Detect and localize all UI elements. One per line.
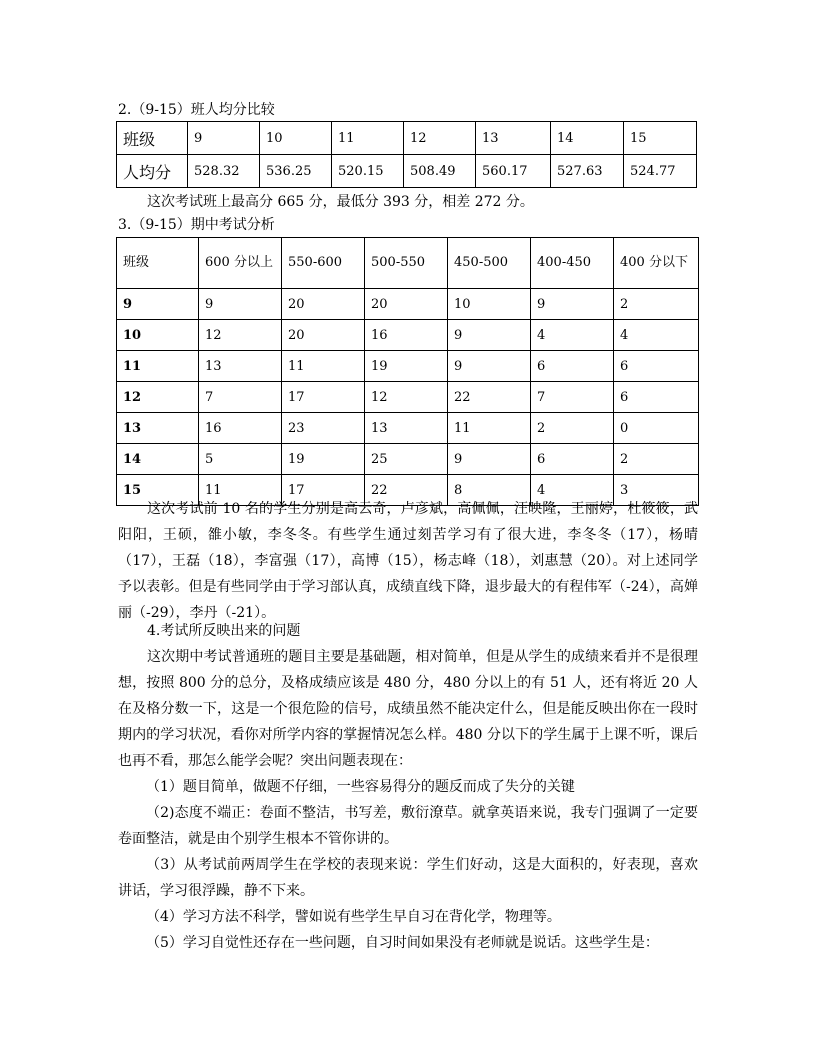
- table-row: [117, 413, 699, 444]
- section4-block: [118, 618, 698, 956]
- class-cell: 10: [260, 122, 332, 155]
- count-cell: 22: [448, 382, 531, 413]
- class-cell: 15: [624, 122, 697, 155]
- count-cell: 17: [282, 382, 365, 413]
- header-cell: 550-600: [282, 238, 365, 289]
- problem-item: （2)态度不端正：卷面不整洁，书写差，敷衍潦草。就拿英语来说，我专门强调了一定要卷面整洁，就是由个别学生根本不管你讲的。: [118, 805, 698, 847]
- class-cell: 14: [551, 122, 624, 155]
- count-cell: 12: [199, 320, 282, 351]
- class-cell: 15: [117, 475, 199, 506]
- problem-item: （4）学习方法不科学，譬如说有些学生早自习在背化学，物理等。: [146, 909, 561, 925]
- table-row: [117, 289, 699, 320]
- count-cell: 22: [365, 475, 448, 506]
- count-cell: 2: [614, 444, 699, 475]
- count-cell: 17: [282, 475, 365, 506]
- average-cell: 527.63: [551, 155, 624, 188]
- section2-title: 2.（9-15）班人均分比较: [118, 102, 275, 118]
- header-cell: 班级: [117, 238, 199, 289]
- header-cell: 450-500: [448, 238, 531, 289]
- class-cell: 14: [117, 444, 199, 475]
- count-cell: 5: [199, 444, 282, 475]
- section4-intro: 这次期中考试普通班的题目主要是基础题，相对简单，但是从学生的成绩来看并不是很理想，按照 800 分的总分，及格成绩应该是 480 分，480 分以上的有 51 人，还有将近 20 人在及格分数一下，这是一个很危险的信号，成绩虽然不能决定什么，但是能反映出你在一段时期内的学习状况，看你对所学内容的掌握情况怎么样。480 分以下的学生属于上课不听，课后也再不看，那怎么能学会呢？突出问题表现在：: [118, 649, 698, 769]
- table-row: [117, 155, 697, 188]
- count-cell: 20: [282, 289, 365, 320]
- average-cell: 520.15: [332, 155, 404, 188]
- table-row: [117, 444, 699, 475]
- count-cell: 9: [531, 289, 614, 320]
- section4-title: 4.考试所反映出来的问题: [147, 623, 301, 639]
- table-row: [117, 351, 699, 382]
- table-header-row: [117, 238, 699, 289]
- section2-note-block: [118, 189, 698, 215]
- count-cell: 11: [199, 475, 282, 506]
- count-cell: 23: [282, 413, 365, 444]
- average-cell: 524.77: [624, 155, 697, 188]
- header-cell: 400 分以下: [614, 238, 699, 289]
- count-cell: 8: [448, 475, 531, 506]
- problem-item: （1）题目简单，做题不仔细，一些容易得分的题反而成了失分的关键: [146, 779, 575, 795]
- count-cell: 16: [199, 413, 282, 444]
- class-cell: 9: [117, 289, 199, 320]
- count-cell: 0: [614, 413, 699, 444]
- header-cell: 600 分以上: [199, 238, 282, 289]
- problem-item: （5）学习自觉性还存在一些问题，自习时间如果没有老师就是说话。这些学生是：: [146, 935, 659, 951]
- header-cell: 人均分: [117, 155, 188, 188]
- count-cell: 10: [448, 289, 531, 320]
- class-cell: 11: [117, 351, 199, 382]
- table-row: [117, 382, 699, 413]
- header-cell: 500-550: [365, 238, 448, 289]
- section3-title: 3.（9-15）期中考试分析: [118, 217, 275, 233]
- average-cell: 508.49: [404, 155, 476, 188]
- count-cell: 11: [448, 413, 531, 444]
- count-cell: 20: [365, 289, 448, 320]
- count-cell: 16: [365, 320, 448, 351]
- count-cell: 13: [365, 413, 448, 444]
- header-cell: 400-450: [531, 238, 614, 289]
- problem-item: （3）从考试前两周学生在学校的表现来说：学生们好动，这是大面积的，好表现，喜欢讲话，学习很浮躁，静不下来。: [118, 857, 698, 899]
- count-cell: 6: [614, 351, 699, 382]
- count-cell: 19: [282, 444, 365, 475]
- count-cell: 9: [199, 289, 282, 320]
- average-cell: 536.25: [260, 155, 332, 188]
- count-cell: 7: [199, 382, 282, 413]
- score-distribution-table: [116, 237, 699, 506]
- class-cell: 13: [476, 122, 551, 155]
- count-cell: 6: [614, 382, 699, 413]
- count-cell: 12: [365, 382, 448, 413]
- class-average-table: [116, 121, 697, 188]
- class-cell: 11: [332, 122, 404, 155]
- count-cell: 6: [531, 351, 614, 382]
- count-cell: 19: [365, 351, 448, 382]
- average-cell: 528.32: [188, 155, 260, 188]
- count-cell: 3: [614, 475, 699, 506]
- count-cell: 20: [282, 320, 365, 351]
- header-cell: 班级: [117, 122, 188, 155]
- count-cell: 9: [448, 320, 531, 351]
- class-cell: 10: [117, 320, 199, 351]
- count-cell: 25: [365, 444, 448, 475]
- section3-paragraph-block: [118, 496, 698, 626]
- count-cell: 6: [531, 444, 614, 475]
- count-cell: 9: [448, 351, 531, 382]
- table-row: [117, 122, 697, 155]
- class-cell: 9: [188, 122, 260, 155]
- section2-note: 这次考试班上最高分 665 分，最低分 393 分，相差 272 分。: [147, 194, 534, 210]
- count-cell: 11: [282, 351, 365, 382]
- class-cell: 12: [404, 122, 476, 155]
- class-cell: 13: [117, 413, 199, 444]
- count-cell: 4: [614, 320, 699, 351]
- average-cell: 560.17: [476, 155, 551, 188]
- count-cell: 2: [614, 289, 699, 320]
- section3-paragraph: 这次考试前 10 名的学生分别是高云奇，卢彦斌，高佩佩，汪映隆，王丽婷，杜筱筱，武阳阳，王硕，雒小敏，李冬冬。有些学生通过刻苦学习有了很大进，李冬冬（17），杨晴（17），王磊（18），李富强（17），高博（15），杨志峰（18），刘惠慧（20）。对上述同学予以表彰。但是有些同学由于学习部认真，成绩直线下降，退步最大的有程伟军（-24），高婵丽（-29），李丹（-21）。: [118, 501, 698, 621]
- class-cell: 12: [117, 382, 199, 413]
- table-row: [117, 320, 699, 351]
- count-cell: 7: [531, 382, 614, 413]
- count-cell: 2: [531, 413, 614, 444]
- count-cell: 4: [531, 475, 614, 506]
- count-cell: 4: [531, 320, 614, 351]
- count-cell: 9: [448, 444, 531, 475]
- count-cell: 13: [199, 351, 282, 382]
